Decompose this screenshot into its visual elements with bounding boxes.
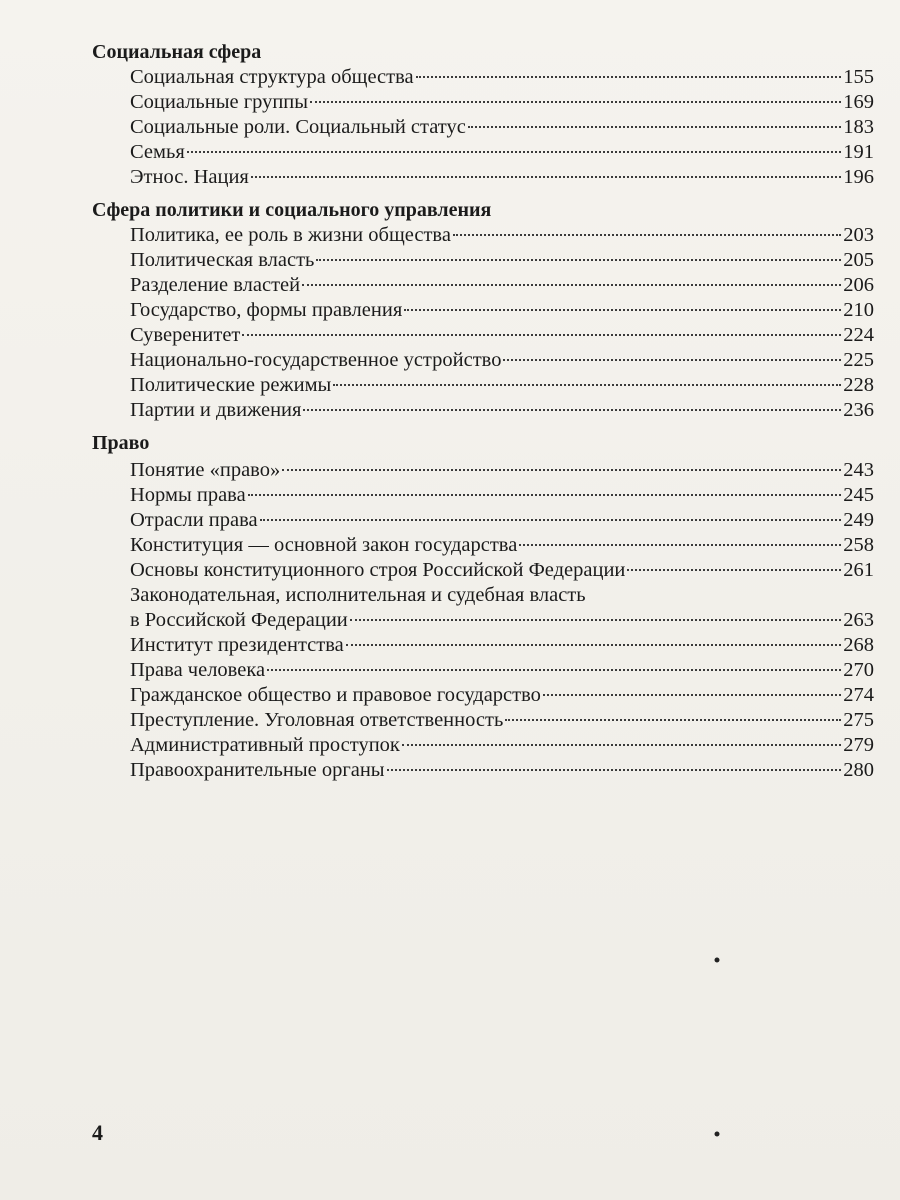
ink-dot <box>715 958 720 963</box>
section-title: Право <box>92 432 150 454</box>
entry-page-number: 210 <box>843 299 874 321</box>
entry-title: Правоохранительные органы <box>130 759 385 781</box>
entry-title: Институт президентства <box>130 634 344 656</box>
entry-title: Суверенитет <box>130 324 241 346</box>
entry-title: Государство, формы правления <box>130 299 403 321</box>
entry-title: Политика, ее роль в жизни общества <box>130 224 451 246</box>
entry-page-number: 268 <box>843 634 874 656</box>
entry-page-number: 236 <box>843 399 874 421</box>
entry-page-number: 203 <box>843 224 874 246</box>
entry-title: Понятие «право» <box>130 459 281 481</box>
page-number: 4 <box>92 1120 103 1145</box>
entry-page-number: 270 <box>843 659 874 681</box>
entry-page-number: 228 <box>843 374 874 396</box>
entry-page-number: 155 <box>843 66 874 88</box>
section-title: Сфера политики и социального управления <box>92 199 492 221</box>
entry-title: Национально-государственное устройство <box>130 349 502 371</box>
entry-page-number: 275 <box>843 709 874 731</box>
entry-page-number: 258 <box>843 534 874 556</box>
entry-page-number: 279 <box>843 734 874 756</box>
entry-page-number: 183 <box>843 116 874 138</box>
entry-page-number: 224 <box>843 324 874 346</box>
entry-page-number: 169 <box>843 91 874 113</box>
entry-page-number: 225 <box>843 349 874 371</box>
entry-title: Этнос. Нация <box>130 166 249 188</box>
ink-dot <box>715 1132 720 1137</box>
entry-title: Права человека <box>130 659 266 681</box>
entry-title: Отрасли права <box>130 509 258 531</box>
entry-page-number: 245 <box>843 484 874 506</box>
entry-title: Административный проступок <box>130 734 400 756</box>
entry-title: Социальные группы <box>130 91 309 113</box>
entry-page-number: 249 <box>843 509 874 531</box>
entry-page-number: 274 <box>843 684 874 706</box>
entry-title: Политические режимы <box>130 374 332 396</box>
entry-page-number: 205 <box>843 249 874 271</box>
entry-page-number: 243 <box>843 459 874 481</box>
entry-title: Конституция — основной закон государства <box>130 534 518 556</box>
entry-title: Преступление. Уголовная ответственность <box>130 709 504 731</box>
entry-page-number: 206 <box>843 274 874 296</box>
entry-title: Основы конституционного строя Российской Федерации <box>130 559 626 581</box>
section-title: Социальная сфера <box>92 41 262 63</box>
entry-title-continuation: в Российской Федерации <box>130 609 348 631</box>
entry-title: Социальные роли. Социальный статус <box>130 116 466 138</box>
entry-page-number: 196 <box>843 166 874 188</box>
entry-page-number: 261 <box>843 559 874 581</box>
entry-page-number: 263 <box>843 609 874 631</box>
entry-title: Нормы права <box>130 484 246 506</box>
entry-title: Социальная структура общества <box>130 66 414 88</box>
entry-title: Политическая власть <box>130 249 315 271</box>
entry-title: Законодательная, исполнительная и судебная власть <box>130 584 586 606</box>
entry-title: Партии и движения <box>130 399 302 421</box>
entry-title: Гражданское общество и правовое государство <box>130 684 541 706</box>
entry-title: Разделение властей <box>130 274 301 296</box>
entry-page-number: 191 <box>843 141 874 163</box>
entry-page-number: 280 <box>843 759 874 781</box>
entry-title: Семья <box>130 141 185 163</box>
